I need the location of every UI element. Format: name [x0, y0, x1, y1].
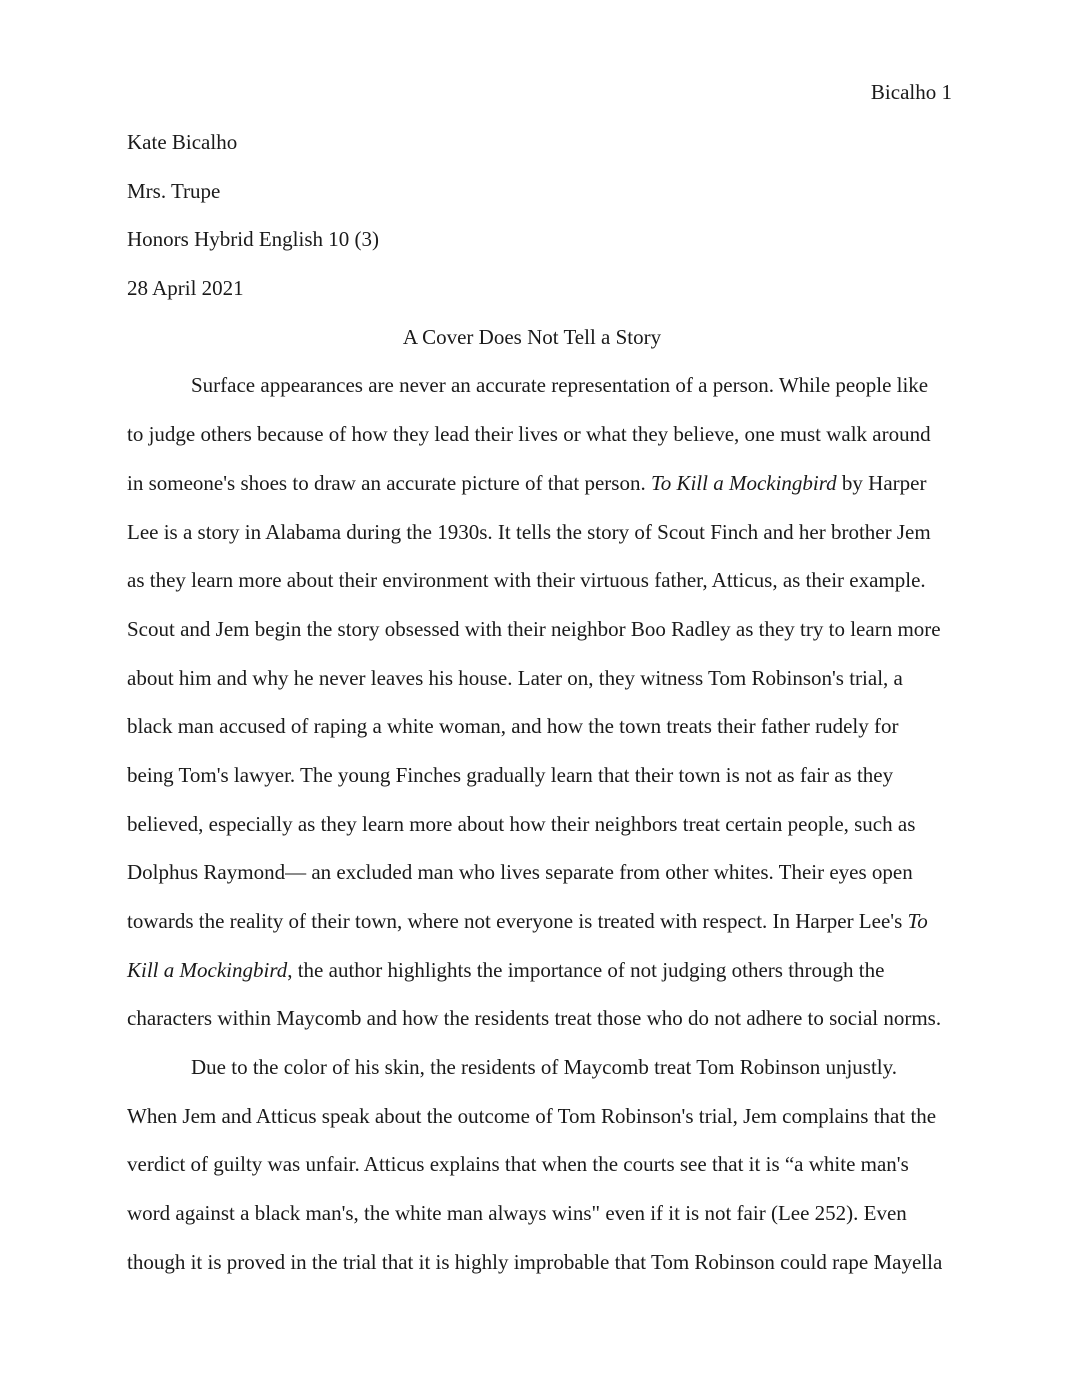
- paragraph-2-line: though it is proved in the trial that it is highly improbable that Tom Robinson could rape Mayella: [127, 1249, 943, 1274]
- paragraph-1-line: [127, 946, 957, 995]
- paragraph-2-line: Due to the color of his skin, the residents of Maycomb treat Tom Robinson unjustly.: [191, 1055, 898, 1080]
- book-title-italic: To: [907, 909, 928, 933]
- book-title-italic: Kill a Mockingbird: [127, 957, 288, 982]
- paragraph-2-line: word against a black man's, the white man always wins" even if it is not fair (Lee 252). Even: [127, 1201, 907, 1226]
- paragraph-1-line: being Tom's lawyer. The young Finches gradually learn that their town is not as fair as they: [127, 762, 894, 787]
- paragraph-1-line: black man accused of raping a white woman, and how the town treats their father rudely for: [127, 714, 899, 739]
- paragraph-1-line: Surface appearances are never an accurate representation of a person. While people like: [191, 373, 929, 398]
- course-name: Honors Hybrid English 10 (3): [127, 227, 379, 252]
- paragraph-1-line: Lee is a story in Alabama during the 1930s. It tells the story of Scout Finch and her brother Jem: [127, 519, 931, 544]
- paragraph-1-line: believed, especially as they learn more about how their neighbors treat certain people, such as: [127, 811, 916, 836]
- essay-title: A Cover Does Not Tell a Story: [402, 324, 662, 349]
- paragraph-2-line: When Jem and Atticus speak about the outcome of Tom Robinson's trial, Jem complains that the: [127, 1103, 937, 1128]
- paragraph-1-line: to judge others because of how they lead their lives or what they believe, one must walk around: [127, 422, 931, 447]
- book-title-italic: To Kill a Mockingbird: [650, 470, 837, 495]
- page-header: Bicalho 1: [870, 80, 952, 104]
- paragraph-2-line: verdict of guilty was unfair. Atticus explains that when the courts see that it is “a white man's: [127, 1152, 909, 1177]
- text-run: by Harper: [841, 470, 927, 495]
- paragraph-1-line: [127, 459, 957, 508]
- student-name: Kate Bicalho: [127, 130, 238, 154]
- essay-body: [127, 118, 957, 1287]
- paragraph-1-line: characters within Maycomb and how the residents treat those who do not adhere to social norms.: [127, 1006, 942, 1031]
- paragraph-1-line: [127, 897, 957, 946]
- paragraph-1-line: Scout and Jem begin the story obsessed with their neighbor Boo Radley as they try to learn more: [127, 616, 941, 641]
- paragraph-1-line: Dolphus Raymond— an excluded man who lives separate from other whites. Their eyes open: [127, 860, 913, 885]
- essay-date: 28 April 2021: [127, 276, 244, 301]
- paragraph-1-line: as they learn more about their environment with their virtuous father, Atticus, as their example.: [127, 568, 926, 593]
- text-run: towards the reality of their town, where not everyone is treated with respect. In Harper Lee's: [127, 909, 903, 933]
- text-run: in someone's shoes to draw an accurate picture of that person.: [127, 470, 646, 495]
- teacher-name: Mrs. Trupe: [127, 178, 221, 203]
- text-run: , the author highlights the importance of not judging others through the: [287, 957, 885, 982]
- paragraph-1-line: about him and why he never leaves his house. Later on, they witness Tom Robinson's trial, a: [127, 665, 903, 690]
